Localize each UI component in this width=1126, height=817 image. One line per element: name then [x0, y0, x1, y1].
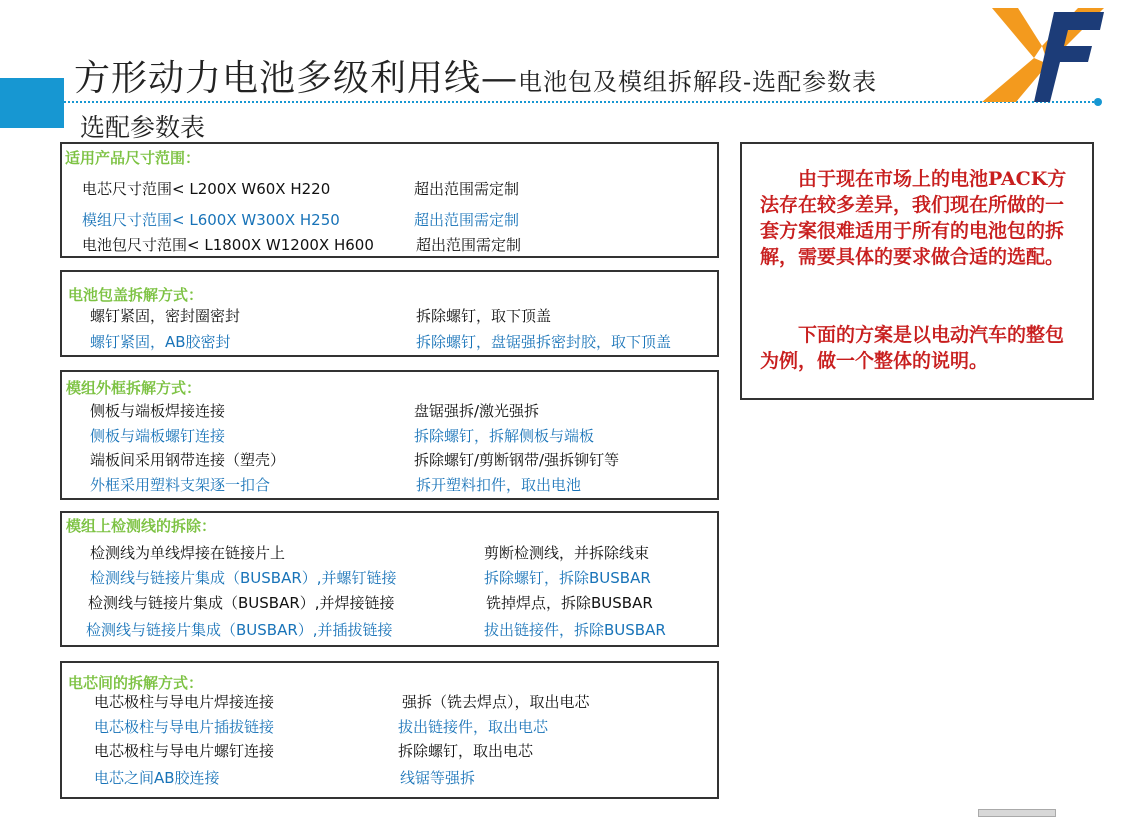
section-subtitle: 选配参数表 — [80, 113, 206, 142]
note-paragraph-2: 下面的方案是以电动汽车的整包为例，做一个整体的说明。 — [760, 324, 1065, 372]
accent-tab — [0, 78, 64, 128]
section-header: 电芯间的拆解方式： — [68, 674, 204, 692]
section-detection-wire — [60, 511, 719, 647]
row-left: 电芯尺寸范围< L200X W60X H220 — [82, 180, 331, 198]
section-pack-cover — [60, 270, 719, 357]
section-header: 电池包盖拆解方式： — [68, 286, 204, 304]
page-title-sub: 电池包及模组拆解段-选配参数表 — [518, 68, 878, 96]
row-right: 铣掉焊点，拆除BUSBAR — [486, 594, 653, 612]
note-box — [740, 142, 1094, 400]
row-left: 检测线与链接片集成（BUSBAR）,并插拔链接 — [86, 621, 393, 639]
row-left: 侧板与端板焊接连接 — [90, 402, 226, 420]
title-divider — [64, 101, 1098, 103]
row-left: 检测线与链接片集成（BUSBAR）,并螺钉链接 — [90, 569, 397, 587]
row-right: 拆除螺钉/剪断钢带/强拆铆钉等 — [414, 451, 620, 469]
row-left: 电芯极柱与导电片焊接连接 — [94, 693, 275, 711]
section-cell-separation — [60, 661, 719, 799]
row-left: 外框采用塑料支架逐一扣合 — [90, 476, 271, 494]
row-right: 盘锯强拆/激光强拆 — [414, 402, 540, 420]
row-left: 电芯极柱与导电片螺钉连接 — [94, 742, 275, 760]
row-left: 检测线与链接片集成（BUSBAR）,并焊接链接 — [88, 594, 395, 612]
row-right: 拆除螺钉，取出电芯 — [398, 742, 534, 760]
row-left: 端板间采用钢带连接（塑壳） — [90, 451, 286, 469]
row-left: 电芯极柱与导电片插拔链接 — [94, 718, 275, 736]
row-right: 超出范围需定制 — [416, 236, 522, 254]
row-right: 拆开塑料扣件，取出电池 — [416, 476, 582, 494]
scrollbar-thumb[interactable] — [978, 809, 1056, 817]
row-right: 线锯等强拆 — [400, 769, 476, 787]
row-left: 电芯之间AB胶连接 — [94, 769, 220, 787]
section-header: 适用产品尺寸范围： — [65, 149, 201, 167]
section-header: 模组外框拆解方式： — [66, 379, 202, 397]
row-left: 检测线为单线焊接在链接片上 — [90, 544, 286, 562]
row-left: 模组尺寸范围< L600X W300X H250 — [82, 211, 340, 229]
row-right: 拆除螺钉，取下顶盖 — [416, 307, 552, 325]
row-left: 电池包尺寸范围< L1800X W1200X H600 — [82, 236, 374, 254]
row-right: 拆除螺钉，拆除BUSBAR — [484, 569, 651, 587]
section-module-frame — [60, 370, 719, 500]
note-paragraph-1: 由于现在市场上的电池PACK方法存在较多差异，我们现在所做的一套方案很难适用于所有的电池包的拆解，需要具体的要求做合适的选配。 — [760, 168, 1067, 268]
row-right: 剪断检测线，并拆除线束 — [484, 544, 650, 562]
row-right: 超出范围需定制 — [414, 180, 520, 198]
section-product-size — [60, 142, 719, 258]
row-right: 强拆（铣去焊点），取出电芯 — [402, 693, 590, 711]
row-left: 侧板与端板螺钉连接 — [90, 427, 226, 445]
section-header: 模组上检测线的拆除： — [66, 517, 217, 535]
row-right: 超出范围需定制 — [414, 211, 520, 229]
row-right: 拆除螺钉，盘锯强拆密封胶，取下顶盖 — [416, 333, 672, 351]
row-left: 螺钉紧固，AB胶密封 — [90, 333, 231, 351]
row-right: 拔出链接件，取出电芯 — [398, 718, 549, 736]
row-left: 螺钉紧固，密封圈密封 — [90, 307, 241, 325]
xf-logo — [978, 8, 1104, 102]
page-title: 方形动力电池多级利用线—电池包及模组拆解段-选配参数表 — [74, 58, 878, 99]
row-right: 拆除螺钉，拆解侧板与端板 — [414, 427, 595, 445]
row-right: 拔出链接件，拆除BUSBAR — [484, 621, 666, 639]
